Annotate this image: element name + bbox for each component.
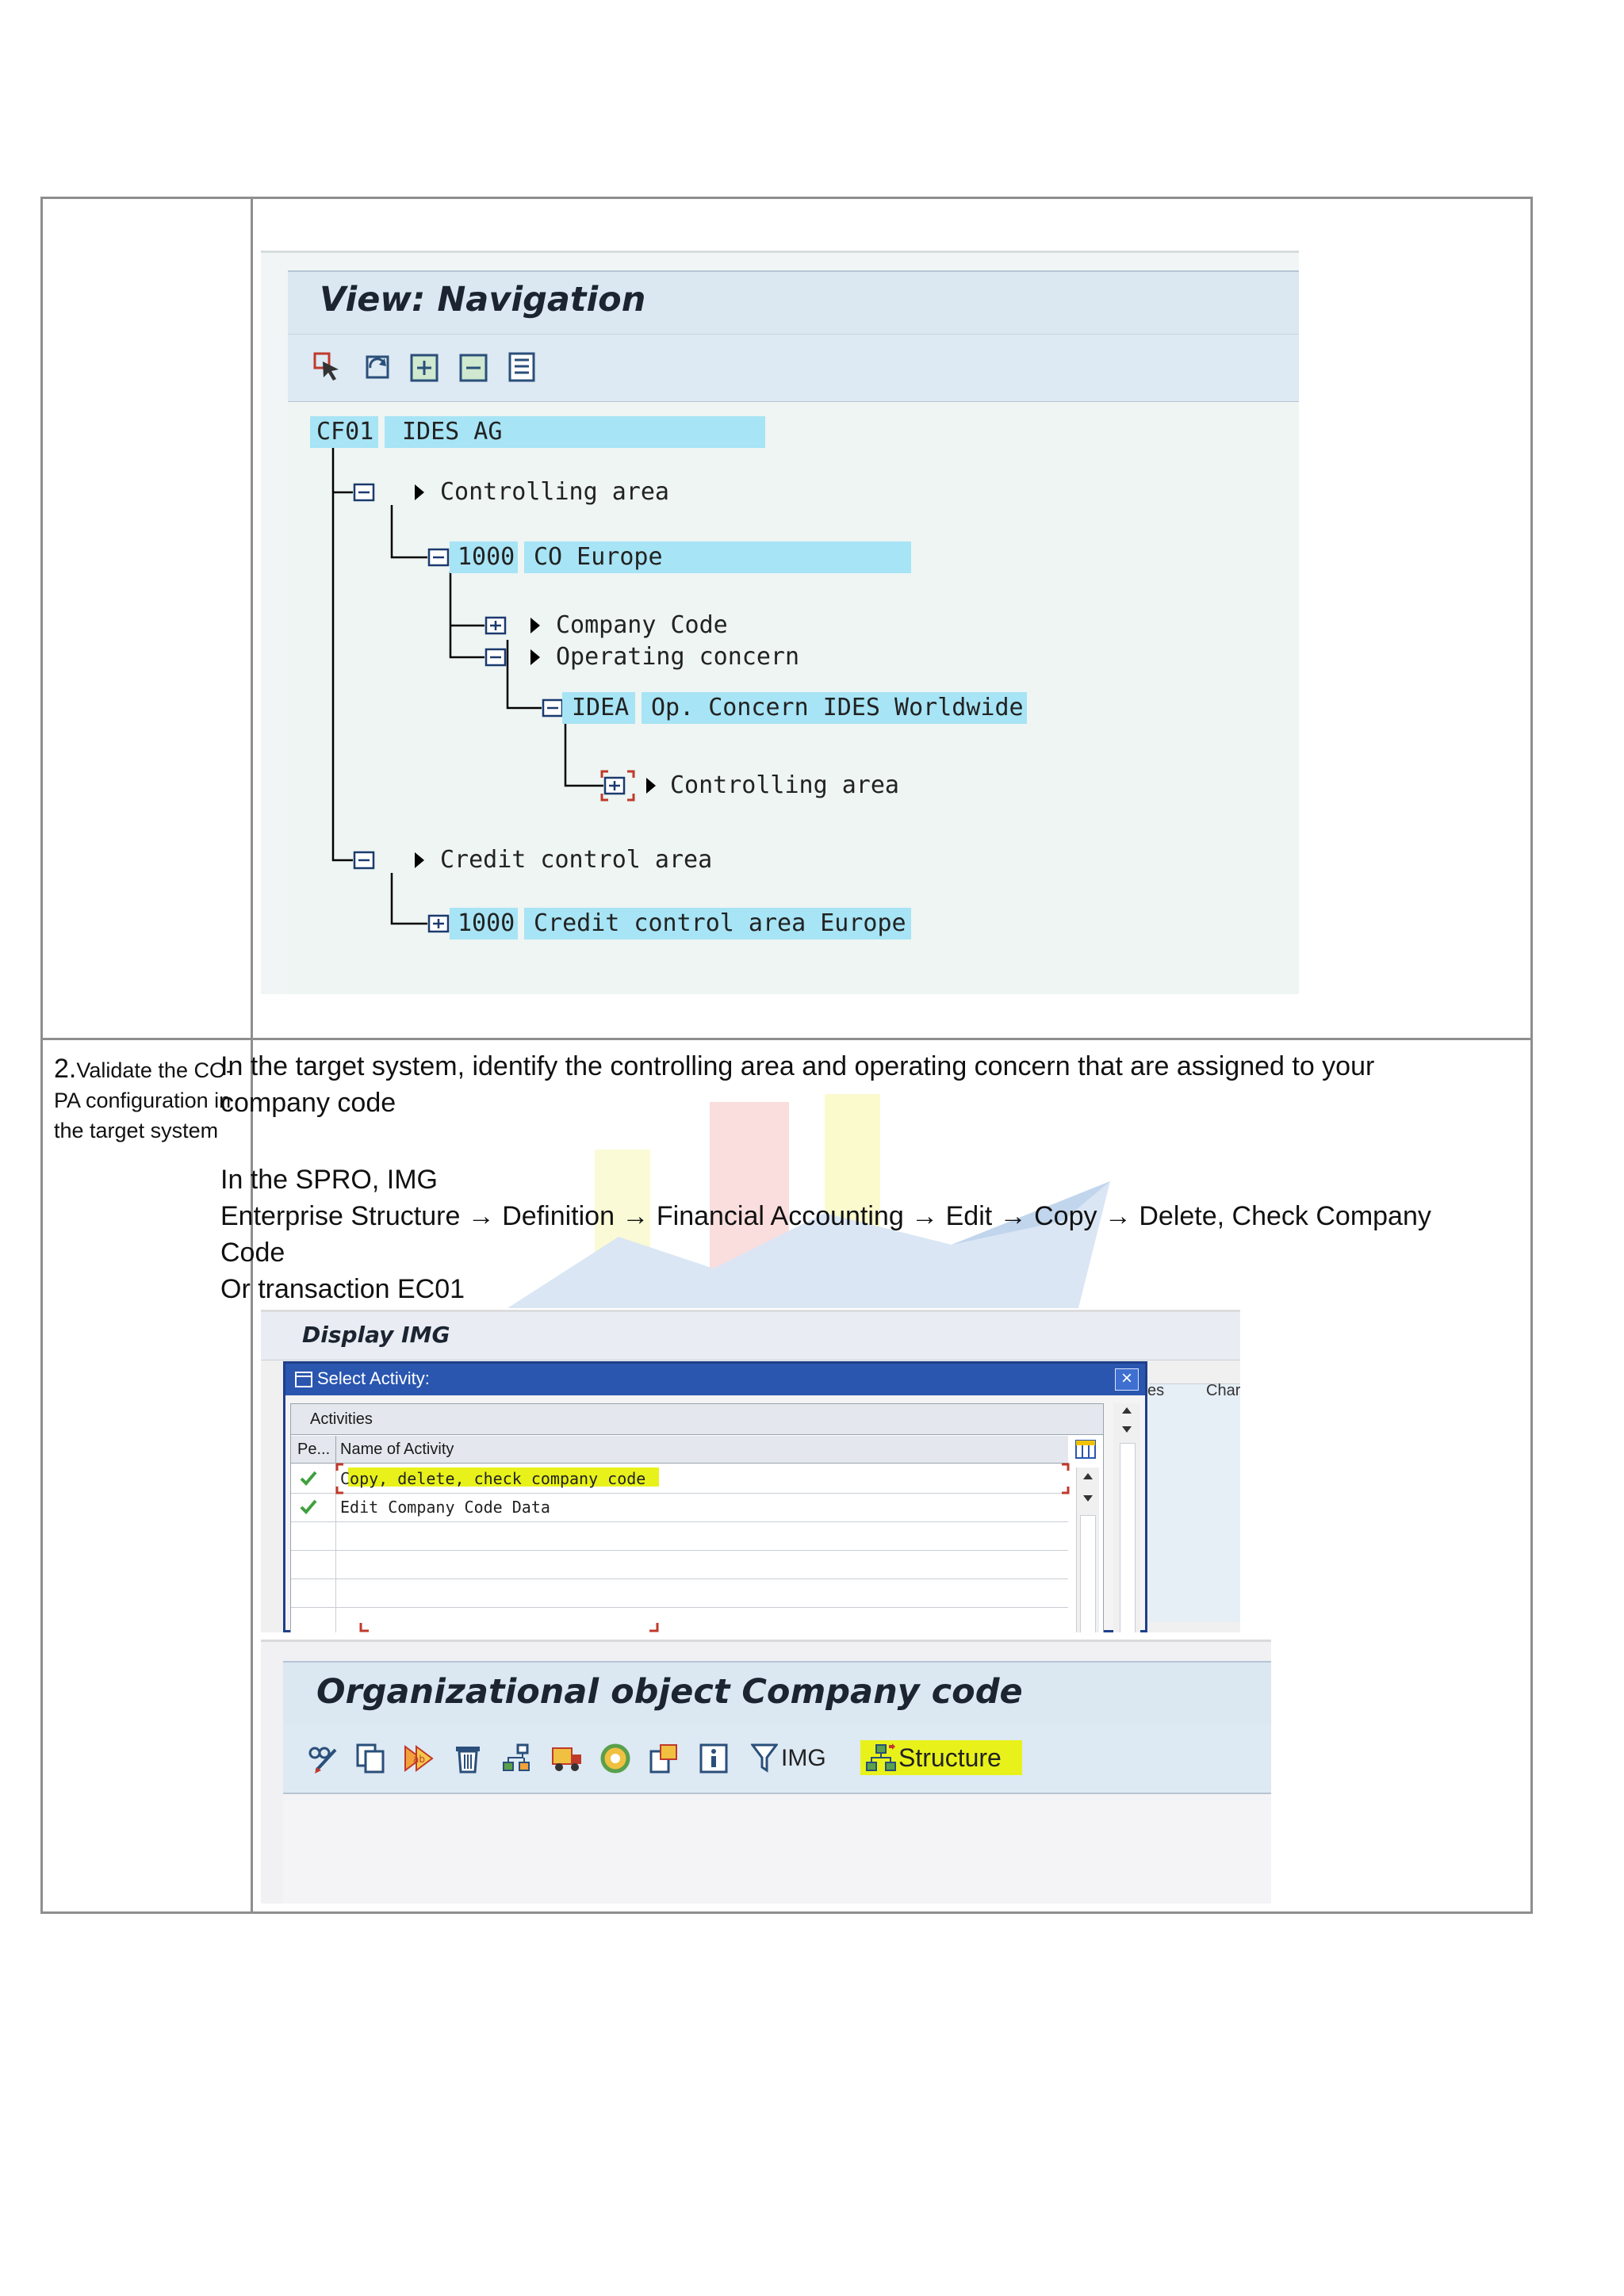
filter-icon xyxy=(751,1742,778,1774)
close-icon: × xyxy=(1120,1368,1132,1389)
row-divider xyxy=(43,1038,1530,1040)
dialog-title: Select Activity: xyxy=(317,1368,430,1388)
table-settings-icon[interactable] xyxy=(1074,1439,1097,1460)
column-header-row xyxy=(291,1436,1068,1464)
tree-operating-concern-label[interactable]: Operating concern xyxy=(556,643,800,671)
view-navigation-screenshot xyxy=(261,251,1299,994)
col-divider xyxy=(335,1436,336,1463)
tree-oc-code[interactable]: IDEA xyxy=(572,694,630,721)
tree-root-name[interactable]: IDES AG xyxy=(402,418,503,446)
display-change-icon[interactable] xyxy=(305,1742,340,1775)
view-navigation-toolbar xyxy=(288,334,1299,403)
view-navigation-titlebar xyxy=(288,270,1299,335)
list-icon[interactable] xyxy=(505,350,538,384)
dialog-close-button[interactable] xyxy=(1115,1368,1139,1391)
tree-oc-name[interactable]: Op. Concern IDES Worldwide xyxy=(651,694,1024,721)
col-pe-header[interactable]: Pe... xyxy=(297,1441,331,1458)
checkmark-icon xyxy=(299,1469,318,1487)
hierarchy-icon[interactable] xyxy=(500,1742,534,1775)
transport-icon[interactable] xyxy=(550,1742,584,1775)
table-scrollbar[interactable] xyxy=(1076,1468,1099,1632)
display-img-screenshot xyxy=(261,1310,1240,1632)
scroll-track xyxy=(1080,1515,1096,1632)
select-icon[interactable] xyxy=(312,350,345,384)
svg-text:ab: ab xyxy=(413,1754,425,1765)
selection-marker-bottom xyxy=(359,1623,661,1632)
where-used-icon[interactable] xyxy=(648,1742,681,1775)
org-object-toolbar xyxy=(283,1724,1271,1794)
background-panel xyxy=(1149,1383,1240,1622)
col-name-header[interactable]: Name of Activity xyxy=(340,1441,454,1458)
background-text-es: es xyxy=(1147,1382,1165,1399)
tree-ca-code[interactable]: 1000 xyxy=(458,543,515,571)
org-object-titlebar xyxy=(283,1661,1271,1726)
display-img-title: Display IMG xyxy=(302,1322,450,1348)
activities-header-label: Activities xyxy=(310,1410,373,1428)
tree-credit-control-area-label[interactable]: Credit control area xyxy=(440,846,713,874)
row-activity-name: Copy, delete, check company code xyxy=(340,1469,646,1488)
dialog-scrollbar[interactable] xyxy=(1113,1403,1140,1632)
structure-icon xyxy=(865,1743,897,1772)
activities-table xyxy=(290,1403,1104,1632)
transaction-hint: Or transaction EC01 xyxy=(220,1274,465,1304)
tree-cc-name[interactable]: Credit control area Europe xyxy=(534,909,906,937)
org-object-title: Organizational object Company code xyxy=(316,1672,1023,1712)
navigation-tree xyxy=(288,402,1299,994)
spro-menu-path: Enterprise Structure → Definition → Financial Accounting → Edit → Copy → Delete, Check Company Code xyxy=(220,1201,1431,1268)
structure-button[interactable] xyxy=(860,1740,1022,1775)
copy-icon[interactable] xyxy=(354,1742,388,1775)
spro-path-intro: In the SPRO, IMG xyxy=(220,1165,438,1195)
rename-icon[interactable] xyxy=(402,1742,437,1775)
dialog-window-icon xyxy=(295,1372,312,1387)
selection-marker xyxy=(335,1463,1073,1526)
step-number: 2. xyxy=(54,1054,77,1084)
org-object-content xyxy=(283,1794,1271,1904)
tree-sub-controlling-area-label[interactable]: Controlling area xyxy=(670,771,899,799)
expand-icon[interactable] xyxy=(408,350,442,384)
scroll-up-icon[interactable] xyxy=(1082,1472,1094,1480)
tree-root-code[interactable]: CF01 xyxy=(316,418,374,446)
table-row xyxy=(291,1578,1068,1608)
img-button-label: IMG xyxy=(781,1745,826,1771)
info-icon[interactable] xyxy=(697,1742,730,1775)
scroll-track xyxy=(1120,1443,1136,1632)
structure-button-label: Structure xyxy=(898,1743,1002,1772)
step-label xyxy=(54,1054,244,1146)
scroll-down-icon[interactable] xyxy=(1082,1494,1094,1502)
scroll-down-icon[interactable] xyxy=(1121,1425,1132,1433)
display-img-titlebar xyxy=(261,1312,1240,1360)
refresh-icon[interactable] xyxy=(361,350,394,384)
tree-controlling-area-label[interactable]: Controlling area xyxy=(440,478,669,506)
checkmark-icon xyxy=(299,1498,318,1515)
tree-company-code-label[interactable]: Company Code xyxy=(556,611,728,639)
select-activity-dialog xyxy=(283,1361,1147,1632)
step-text: Validate the CO-PA configuration in the target system xyxy=(54,1058,233,1142)
view-navigation-title: View: Navigation xyxy=(320,280,646,320)
activities-header xyxy=(291,1404,1103,1435)
table-row xyxy=(291,1550,1068,1579)
tree-ca-name[interactable]: CO Europe xyxy=(534,543,663,571)
background-text-char: Char xyxy=(1206,1382,1240,1399)
collapse-icon[interactable] xyxy=(458,350,491,384)
delete-icon[interactable] xyxy=(451,1742,485,1775)
dialog-titlebar xyxy=(285,1364,1145,1395)
tree-cc-code[interactable]: 1000 xyxy=(458,909,515,937)
row-activity-name: Edit Company Code Data xyxy=(340,1498,550,1517)
step-description: In the target system, identify the controlling area and operating concern that are assigned to your company code xyxy=(220,1051,1375,1118)
org-object-screenshot xyxy=(261,1640,1271,1904)
scroll-up-icon[interactable] xyxy=(1121,1406,1132,1414)
check-icon[interactable] xyxy=(599,1742,632,1775)
